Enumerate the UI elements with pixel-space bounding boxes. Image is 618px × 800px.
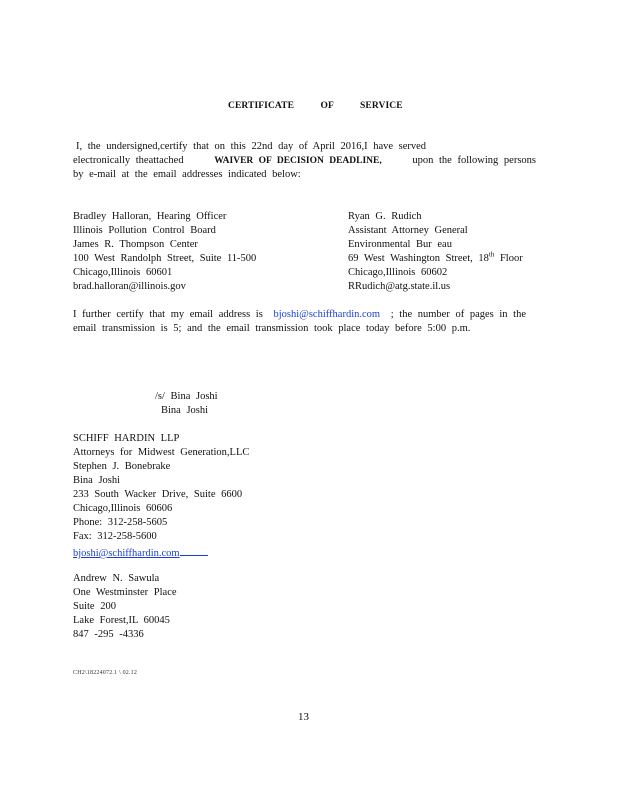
recipient-left-block <box>73 210 256 294</box>
underline-extension <box>180 544 208 556</box>
recipient-left-city: Chicago,Illinois 60601 <box>73 267 173 278</box>
recipient-right-bureau: Environmental Bur eau <box>348 239 452 250</box>
firm-attorney-1: Stephen J. Bonebrake <box>73 461 171 472</box>
recipient-right-block <box>348 210 523 294</box>
further-line-2: email transmission is 5; and the email transmission took place today before 5:00 p.m. <box>73 323 471 334</box>
signature-name: Bina Joshi <box>161 405 209 416</box>
second-contact-block <box>73 572 177 642</box>
signature-line: /s/ Bina Joshi <box>155 391 218 402</box>
firm-block <box>73 432 249 558</box>
certifier-email-link[interactable]: bjoshi@schiffhardin.com <box>273 309 381 320</box>
intro-line-2-post: upon the following persons <box>412 155 536 166</box>
firm-role: Attorneys for Midwest Generation,LLC <box>73 447 250 458</box>
document-code: CH2\18224072.1 \ 02.12 <box>73 670 138 676</box>
document-name: WAIVER OF DECISION DEADLINE, <box>214 156 382 166</box>
firm-email-line <box>73 544 249 558</box>
contact-name: Andrew N. Sawula <box>73 573 160 584</box>
recipient-right-street: 69 West Washington Street, 18 <box>348 253 489 264</box>
intro-line-2-pre: electronically theattached <box>73 155 184 166</box>
recipient-left-org: Illinois Pollution Control Board <box>73 225 216 236</box>
recipient-right-street-line <box>348 252 523 266</box>
page-number: 13 <box>298 711 309 723</box>
firm-fax: Fax: 312-258-5600 <box>73 531 157 542</box>
recipient-left-name: Bradley Halloran, Hearing Officer <box>73 211 227 222</box>
intro-line-2 <box>73 154 536 168</box>
recipient-left-street: 100 West Randolph Street, Suite 11-500 <box>73 253 257 264</box>
page-title: CERTIFICATE OF SERVICE <box>228 101 403 111</box>
further-line-1-post: ; the number of pages in the <box>390 309 526 320</box>
contact-phone: 847 -295 -4336 <box>73 629 144 640</box>
contact-address-2: Suite 200 <box>73 601 116 612</box>
intro-line-3: by e-mail at the email addresses indicated below: <box>73 169 301 180</box>
intro-line-1: I, the undersigned,certify that on this 22nd day of April 2016,I have served <box>76 141 427 152</box>
recipient-right-name: Ryan G. Rudich <box>348 211 422 222</box>
recipient-right-title: Assistant Attorney General <box>348 225 468 236</box>
firm-phone: Phone: 312-258-5605 <box>73 517 168 528</box>
recipient-left-email[interactable]: brad.halloran@illinois.gov <box>73 281 186 292</box>
recipient-right-email[interactable]: RRudich@atg.state.il.us <box>348 281 451 292</box>
firm-street: 233 South Wacker Drive, Suite 6600 <box>73 489 243 500</box>
recipient-right-floor: Floor <box>499 253 523 264</box>
recipient-right-city: Chicago,Illinois 60602 <box>348 267 448 278</box>
firm-attorney-2: Bina Joshi <box>73 475 121 486</box>
contact-address-1: One Westminster Place <box>73 587 177 598</box>
further-line-1 <box>73 308 526 322</box>
intro-paragraph <box>76 140 426 154</box>
firm-name: SCHIFF HARDIN LLP <box>73 433 180 444</box>
further-line-1-pre: I further certify that my email address is <box>73 309 263 320</box>
ordinal-suffix: th <box>488 250 495 259</box>
firm-email-link[interactable]: bjoshi@schiffhardin.com <box>73 548 180 559</box>
contact-city: Lake Forest,IL 60045 <box>73 615 170 626</box>
firm-city: Chicago,Illinois 60606 <box>73 503 173 514</box>
recipient-left-building: James R. Thompson Center <box>73 239 198 250</box>
